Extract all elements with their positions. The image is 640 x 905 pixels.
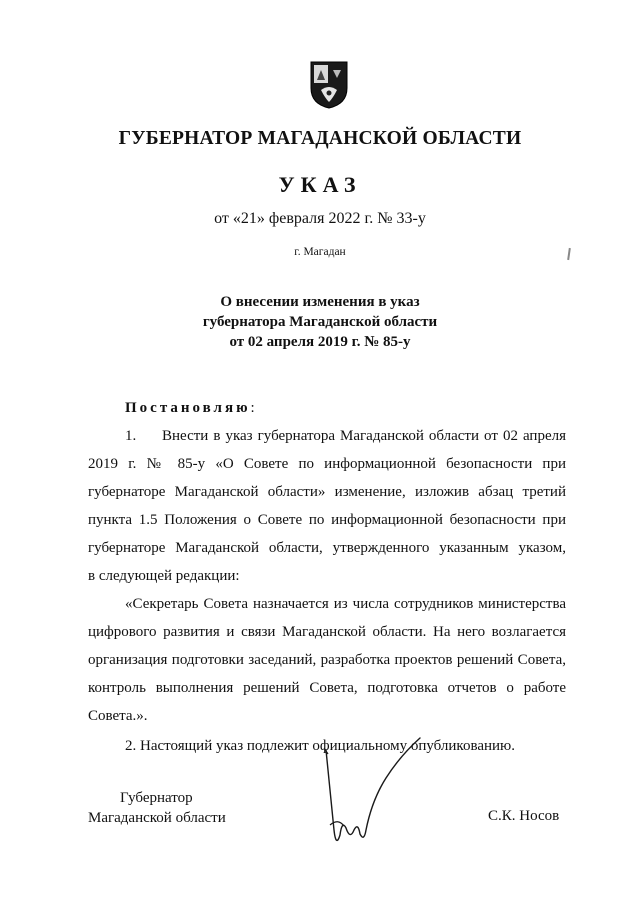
- signer-title-line: Магаданской области: [88, 810, 226, 826]
- quote-line: «Секретарь Совета назначается из числа сотрудников министерства: [125, 596, 566, 612]
- paragraph-line: пункта 1.5 Положения о Совете по информационной безопасности при: [88, 512, 566, 528]
- subject-line: О внесении изменения в указ: [220, 294, 420, 310]
- paragraph-line: губернаторе Магаданской области» изменение, изложив абзац третий: [88, 484, 566, 500]
- issue-place: г. Магадан: [294, 246, 346, 258]
- quote-line: Совета.».: [88, 708, 148, 724]
- document-date-number: от «21» февраля 2022 г. № 33-у: [214, 210, 426, 227]
- subject-line: от 02 апреля 2019 г. № 85-у: [229, 334, 411, 350]
- coat-of-arms-icon: [307, 58, 351, 110]
- paragraph-number: 1.: [125, 428, 137, 444]
- document-subject: [0, 292, 640, 352]
- quote-line: организация подготовки заседаний, разработка проектов решений Совета,: [88, 652, 566, 668]
- handwritten-signature: [320, 730, 440, 860]
- paragraph-line: 2019 г. № 85-у «О Совете по информационной безопасности при: [88, 456, 566, 472]
- document-type: УКАЗ: [278, 172, 362, 197]
- signer-title: [88, 788, 226, 828]
- quote-line: контроль выполнения решений Совета, подготовка отчетов о работе: [88, 680, 566, 696]
- paragraph-line: губернаторе Магаданской области, утвержденного указанным указом,: [88, 540, 566, 556]
- signer-name: С.К. Носов: [488, 808, 560, 824]
- paragraph-line: 2. Настоящий указ подлежит официальному опубликованию.: [125, 738, 516, 754]
- signer-title-line: Губернатор: [120, 790, 193, 806]
- issuing-authority: ГУБЕРНАТОР МАГАДАНСКОЙ ОБЛАСТИ: [118, 128, 522, 149]
- decree-word: Постановляю:: [125, 400, 258, 416]
- paragraph-line: Внести в указ губернатора Магаданской области от 02 апреля: [162, 428, 566, 444]
- subject-line: губернатора Магаданской области: [202, 314, 438, 330]
- paragraph-line: в следующей редакции:: [88, 568, 240, 584]
- quote-line: цифрового развития и связи Магаданской области. На него возлагается: [88, 624, 566, 640]
